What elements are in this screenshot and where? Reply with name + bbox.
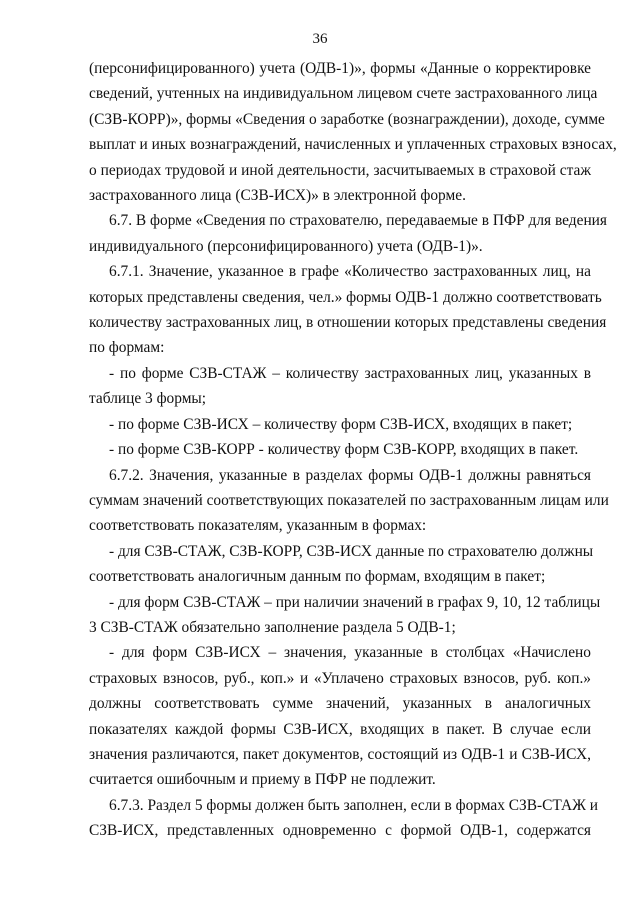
text-line: - для СЗВ-СТАЖ, СЗВ-КОРР, СЗВ-ИСХ данные по страхователю должны: [109, 542, 594, 560]
text-line: выплат и иных вознаграждений, начисленных и уплаченных страховых взносах,: [89, 136, 617, 154]
text-line: значения различаются, пакет документов, состоящий из ОДВ-1 и СЗВ-ИСХ,: [89, 745, 591, 763]
text-line: - для форм СЗВ-ИСХ – значения, указанные в столбцах «Начислено: [109, 644, 591, 662]
text-line: 6.7.2. Значения, указанные в разделах формы ОДВ-1 должны равняться: [109, 466, 591, 484]
paragraph-p10: [89, 640, 591, 792]
document-body: [89, 56, 617, 844]
text-line: - по форме СЗВ-КОРР - количеству форм СЗВ-КОРР, входящих в пакет.: [109, 441, 579, 459]
paragraph-p11: [89, 793, 599, 844]
text-line: считается ошибочным и приему в ПФР не подлежит.: [89, 771, 436, 789]
text-line: застрахованного лица (СЗВ-ИСХ)» в электронной форме.: [89, 187, 466, 205]
text-line: суммам значений соответствующих показателей по застрахованным лицам или: [89, 491, 609, 509]
paragraph-p2: [89, 208, 607, 259]
text-line: должны соответствовать сумме значений, указанных в аналогичных: [89, 695, 591, 713]
text-line: - для форм СЗВ-СТАЖ – при наличии значений в графах 9, 10, 12 таблицы: [109, 593, 601, 611]
text-line: индивидуального (персонифицированного) учета (ОДВ-1)».: [89, 237, 483, 255]
paragraph-p5: [89, 412, 591, 437]
text-line: соответствовать показателям, указанным в формах:: [89, 517, 427, 535]
text-line: о периодах трудовой и иной деятельности, засчитываемых в страховой стаж: [89, 161, 591, 179]
text-line: таблице 3 формы;: [89, 390, 207, 408]
paragraph-p9: [89, 590, 601, 641]
paragraph-p6: [89, 437, 591, 462]
text-line: СЗВ-ИСХ, представленных одновременно с формой ОДВ-1, содержатся: [89, 822, 591, 840]
paragraph-p7: [89, 463, 609, 539]
paragraph-p4: [89, 361, 591, 412]
page-number: 36: [312, 31, 328, 47]
text-line: соответствовать аналогичным данным по формам, входящим в пакет;: [89, 568, 546, 586]
text-line: (персонифицированного) учета (ОДВ-1)», формы «Данные о корректировке: [89, 60, 591, 77]
text-line: 6.7. В форме «Сведения по страхователю, передаваемые в ПФР для ведения: [109, 212, 607, 230]
text-line: (СЗВ-КОРР)», формы «Сведения о заработке (вознаграждении), доходе, сумме: [89, 110, 605, 128]
text-line: сведений, учтенных на индивидуальном лицевом счете застрахованного лица: [89, 85, 598, 103]
text-line: по формам:: [89, 339, 165, 357]
text-line: - по форме СЗВ-ИСХ – количеству форм СЗВ-ИСХ, входящих в пакет;: [109, 415, 573, 433]
text-line: которых представлены сведения, чел.» формы ОДВ-1 должно соответствовать: [89, 288, 602, 306]
text-line: страховых взносов, руб., коп.» и «Уплачено страховых взносов, руб. коп.»: [89, 669, 591, 687]
text-line: показателях каждой формы СЗВ-ИСХ, входящих в пакет. В случае если: [89, 720, 591, 738]
text-line: количеству застрахованных лиц, в отношении которых представлены сведения: [89, 314, 607, 332]
text-line: 6.7.1. Значение, указанное в графе «Количество застрахованных лиц, на: [109, 263, 591, 281]
paragraph-p1: [89, 56, 617, 208]
text-line: 6.7.3. Раздел 5 формы должен быть заполнен, если в формах СЗВ-СТАЖ и: [109, 796, 599, 814]
paragraph-p8: [89, 539, 594, 590]
paragraph-p3: [89, 259, 607, 361]
text-line: - по форме СЗВ-СТАЖ – количеству застрахованных лиц, указанных в: [109, 364, 591, 382]
text-line: 3 СЗВ-СТАЖ обязательно заполнение раздела 5 ОДВ-1;: [89, 618, 456, 636]
